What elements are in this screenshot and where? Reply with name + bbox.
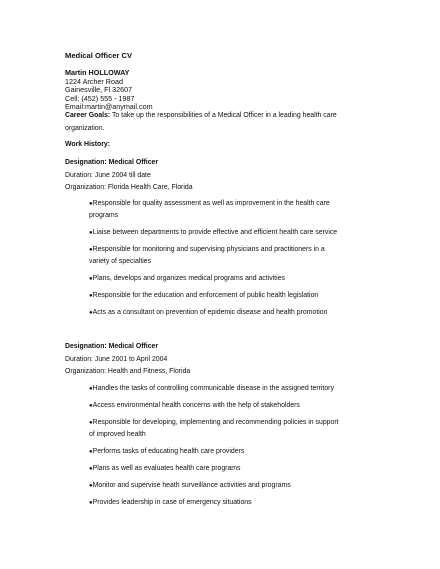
career-goals [65,110,365,135]
job-2-designation: Designation: Medical Officer [65,343,159,350]
list-item: ●Performs tasks of educating health care providers [89,448,245,455]
list-item: ●Plans as well as evaluates health care programs [89,465,241,472]
bullet-icon: ● [89,310,93,316]
bullet-icon: ● [89,276,93,282]
list-item: ●Responsible for the education and enforcement of public health legislation [89,292,319,299]
bullet-icon: ● [89,483,93,489]
job-2-organization: Organization: Health and Fitness, Florida [65,368,191,375]
bullet-icon: ● [89,201,93,207]
list-item: ●Responsible for monitoring and supervising physicians and practitioners in a variety of specialties [89,246,325,265]
job-1-header [65,157,365,195]
list-item: ●Plans, develops and organizes medical programs and activities [89,275,285,282]
bullet-icon: ● [89,420,93,426]
bullet-icon: ● [89,466,93,472]
list-item: ●Access environmental health concerns with the help of stakeholders [89,402,300,409]
bullet-icon: ● [89,500,93,506]
cell-phone: Cell: (452) 555 - 1987 [65,93,135,103]
contact-block [65,69,153,112]
bullet-icon: ● [89,449,93,455]
address-line-2: Gainesville, Fl 32607 [65,85,133,95]
list-item: ●Acts as a consultant on prevention of epidemic disease and health promotion [89,309,328,316]
job-1-designation: Designation: Medical Officer [65,159,159,166]
bullet-icon: ● [89,247,93,253]
list-item: ●Handles the tasks of controlling communicable disease in the assigned territory [89,385,334,392]
work-history-heading: Work History: [65,141,111,148]
job-2-duration: Duration: June 2001 to April 2004 [65,355,168,363]
list-item: ●Responsible for developing, implementing and recommending policies in support of improved health [89,419,339,438]
bullet-icon: ● [89,386,93,392]
job-1-duties [89,198,339,319]
job-1-organization: Organization: Florida Health Care, Florida [65,184,193,191]
candidate-name: Martin HOLLOWAY [65,68,130,77]
career-goals-text: To take up the responsibilities of a Medical Officer in a leading health care organization. [65,112,337,132]
career-goals-label: Career Goals: [65,112,111,119]
list-item: ●Monitor and supervise heath surveillance activities and programs [89,482,291,489]
address-line-1: 1224 Archer Road [65,76,123,86]
list-item: ●Responsible for quality assessment as well as improvement in the health care programs [89,200,330,219]
job-2-header [65,341,365,379]
job-2-duties [89,383,339,509]
list-item: ●Provides leadership in case of emergency situations [89,499,252,506]
document-title: Medical Officer CV [65,51,133,60]
bullet-icon: ● [89,403,93,409]
email: Email:martin@anymail.com [65,102,153,112]
list-item: ●Liaise between departments to provide effective and efficient health care service [89,229,338,236]
bullet-icon: ● [89,293,93,299]
job-1-duration: Duration: June 2004 till date [65,171,151,179]
bullet-icon: ● [89,230,93,236]
